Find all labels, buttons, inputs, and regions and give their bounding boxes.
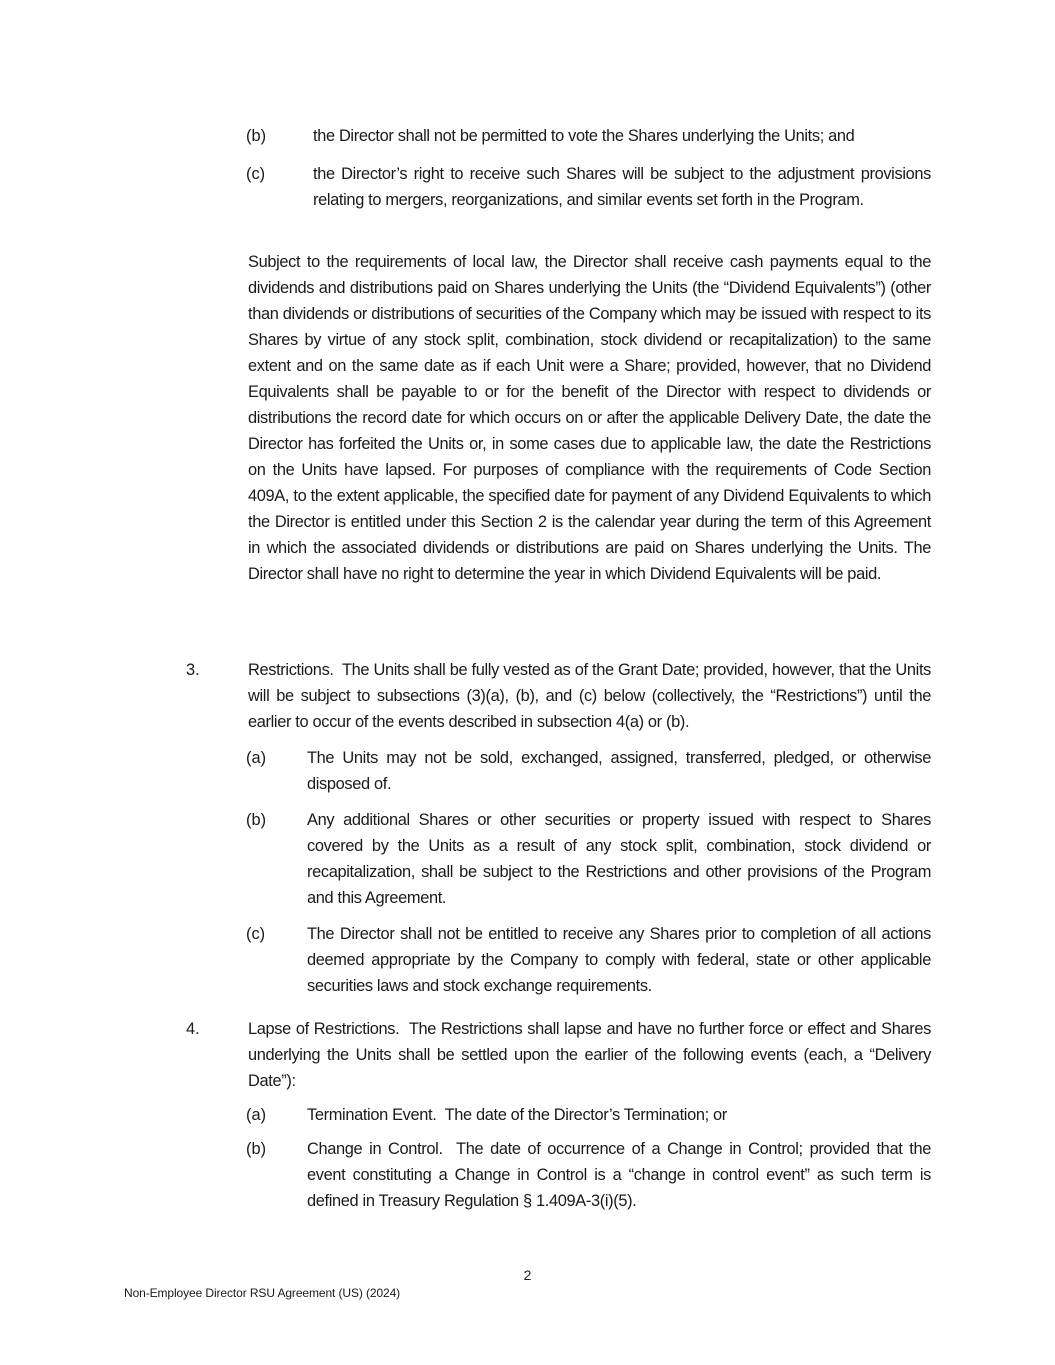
section-4b-label: (b) bbox=[246, 1140, 267, 1158]
section-3-heading: Restrictions. bbox=[248, 661, 334, 679]
section-4a-paragraph bbox=[307, 1102, 931, 1128]
section-4a-label: (a) bbox=[246, 1106, 267, 1124]
section-3c-label: (c) bbox=[246, 925, 266, 943]
section-4b-heading: Change in Control. bbox=[307, 1140, 443, 1158]
section-4a-text: The date of the Director’s Termination; or bbox=[444, 1106, 727, 1124]
section-3-text: The Units shall be fully vested as of the Grant Date; provided, however, that the Units will be subject to subsections (3)(a), (b), and (c) below (collectively, the “Restrictions”) until the earlier to occur of the events described in subsection 4(a) or (b). bbox=[248, 661, 931, 731]
section-4b-paragraph bbox=[307, 1136, 931, 1214]
dividend-equivalents-paragraph: Subject to the requirements of local law, the Director shall receive cash payments equal to the dividends and distributions paid on Shares underlying the Units (the “Dividend Equivalents”) (other than dividends or distributions of securities of the Company which may be issued with respect to its Shares by virtue of any stock split, combination, stock dividend or recapitalization) to the same extent and on the same date as if each Unit were a Share; provided, however, that no Dividend Equivalents shall be payable to or for the benefit of the Director with respect to dividends or distributions the record date for which occurs on or after the applicable Delivery Date, the date the Director has forfeited the Units or, in some cases due to applicable law, the date the Restrictions on the Units have lapsed. For purposes of compliance with the requirements of Code Section 409A, to the extent applicable, the specified date for payment of any Dividend Equivalents to which the Director is entitled under this Section 2 is the calendar year during the term of this Agreement in which the associated dividends or distributions are paid on Shares underlying the Units. The Director shall have no right to determine the year in which Dividend Equivalents will be paid. bbox=[248, 253, 931, 583]
section-3b-text: Any additional Shares or other securities or property issued with respect to Shares covered by the Units as a result of any stock split, combination, stock dividend or recapitalization, shall be subject to the Restrictions and other provisions of the Program and this Agreement. bbox=[307, 811, 931, 907]
item-c-label: (c) bbox=[246, 165, 266, 183]
section-3c-text: The Director shall not be entitled to receive any Shares prior to completion of all actions deemed appropriate by the Company to comply with federal, state or other applicable securities laws and stock exchange requirements. bbox=[307, 925, 931, 995]
section-3a-label: (a) bbox=[246, 749, 267, 767]
item-c-text: the Director’s right to receive such Shares will be subject to the adjustment provisions relating to mergers, reorganizations, and similar events set forth in the Program. bbox=[313, 165, 931, 209]
section-4-number: 4. bbox=[186, 1020, 200, 1038]
page-number: 2 bbox=[523, 1267, 532, 1283]
section-4-heading: Lapse of Restrictions. bbox=[248, 1020, 400, 1038]
section-4-paragraph bbox=[248, 1016, 931, 1094]
section-3a-text: The Units may not be sold, exchanged, assigned, transferred, pledged, or otherwise disposed of. bbox=[307, 749, 931, 793]
section-4a-heading: Termination Event. bbox=[307, 1106, 437, 1124]
section-4b-text: The date of occurrence of a Change in Control; provided that the event constituting a Change in Control is a “change in control event” as such term is defined in Treasury Regulation § 1.409A-3(i)(5). bbox=[307, 1140, 931, 1210]
footer-doc-title: Non-Employee Director RSU Agreement (US) (2024) bbox=[124, 1286, 401, 1300]
section-3-paragraph bbox=[248, 657, 931, 735]
section-3b-label: (b) bbox=[246, 811, 267, 829]
section-3-number: 3. bbox=[186, 661, 200, 679]
item-b-label: (b) bbox=[246, 127, 267, 145]
item-b-text: the Director shall not be permitted to vote the Shares underlying the Units; and bbox=[313, 127, 855, 145]
section-4-text: The Restrictions shall lapse and have no further force or effect and Shares underlying the Units shall be settled upon the earlier of the following events (each, a “Delivery Date”): bbox=[248, 1020, 931, 1090]
